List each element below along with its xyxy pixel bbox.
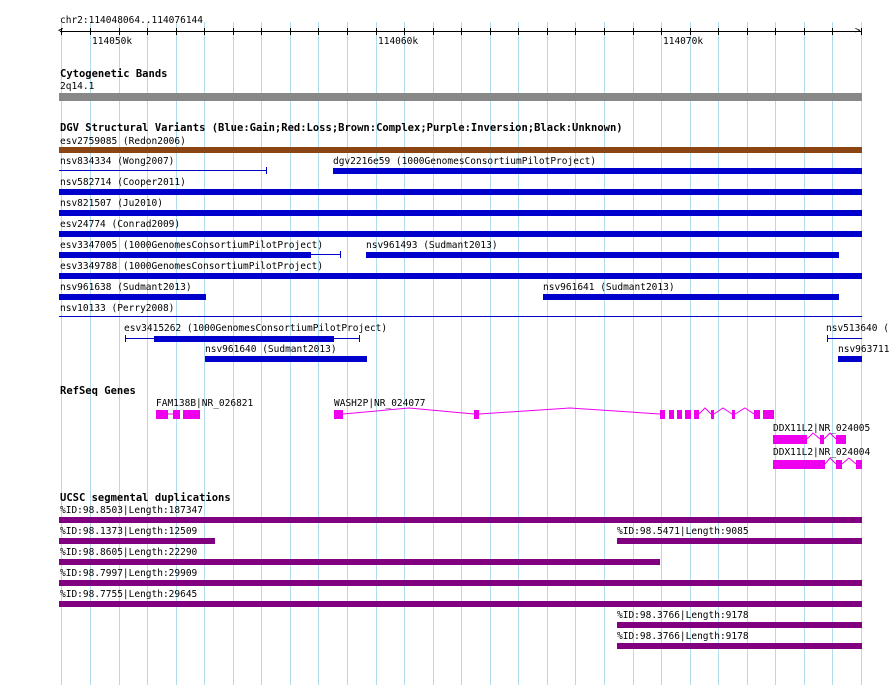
segdup-label: %ID:98.5471|Length:9085 xyxy=(617,526,749,537)
segdup-track-title[interactable]: UCSC segmental duplications xyxy=(60,492,231,504)
cytoband-label: 2q14.1 xyxy=(60,81,95,92)
ruler-tick-label: 114060k xyxy=(378,36,419,47)
segdup-bar[interactable] xyxy=(59,580,862,586)
gene-label: FAM138B|NR_026821 xyxy=(156,398,254,409)
variant-label: nsv961638 (Sudmant2013) xyxy=(60,282,192,293)
variant-label: nsv961640 (Sudmant2013) xyxy=(205,344,337,355)
segdup-bar[interactable] xyxy=(617,643,862,649)
segdup-bar[interactable] xyxy=(59,559,660,565)
gene-model-ddx11l2-nr024005[interactable] xyxy=(773,433,846,444)
gene-model-fam138b[interactable] xyxy=(156,410,200,419)
ruler-position-label: chr2:114048064..114076144 xyxy=(60,15,203,26)
variant-label: dgv2216e59 (1000GenomesConsortiumPilotProject) xyxy=(333,156,597,167)
variant-label: esv24774 (Conrad2009) xyxy=(60,219,181,230)
segdup-bar[interactable] xyxy=(59,601,862,607)
variant-label: esv2759085 (Redon2006) xyxy=(60,136,186,147)
ruler-tick-label: 114050k xyxy=(92,36,133,47)
ruler-right-arrow: > xyxy=(855,26,861,36)
gene-model-ddx11l2-nr024004[interactable] xyxy=(773,458,862,469)
gene-label: DDX11L2|NR_024004 xyxy=(773,447,871,458)
segdup-label: %ID:98.3766|Length:9178 xyxy=(617,631,749,642)
segdup-label: %ID:98.8503|Length:187347 xyxy=(60,505,203,516)
variant-label: nsv961493 (Sudmant2013) xyxy=(366,240,498,251)
gene-model-wash2p[interactable] xyxy=(334,408,774,419)
ruler-left-arrow: < xyxy=(58,26,64,36)
variant-label: esv3415262 (1000GenomesConsortiumPilotProject) xyxy=(124,323,388,334)
segdup-bar[interactable] xyxy=(59,517,862,523)
cytoband-track-title[interactable]: Cytogenetic Bands xyxy=(60,68,168,80)
dgv-track-title[interactable]: DGV Structural Variants (Blue:Gain;Red:Loss;Brown:Complex;Purple:Inversion;Black:Unknown) xyxy=(60,122,623,134)
segdup-bar[interactable] xyxy=(59,538,215,544)
variant-label: esv3349788 (1000GenomesConsortiumPilotProject) xyxy=(60,261,324,272)
segdup-bar[interactable] xyxy=(617,622,862,628)
segdup-label: %ID:98.8605|Length:22290 xyxy=(60,547,198,558)
segdup-bar[interactable] xyxy=(617,538,862,544)
variant-label: esv3347005 (1000GenomesConsortiumPilotProject) xyxy=(60,240,324,251)
variant-label: nsv961641 (Sudmant2013) xyxy=(543,282,675,293)
segdup-label: %ID:98.1373|Length:12509 xyxy=(60,526,198,537)
gene-label: WASH2P|NR_024077 xyxy=(334,398,426,409)
variant-label: nsv963711 xyxy=(838,344,890,355)
variant-label: nsv10133 (Perry2008) xyxy=(60,303,175,314)
variant-label: nsv821507 (Ju2010) xyxy=(60,198,163,209)
refseq-track-title[interactable]: RefSeq Genes xyxy=(60,385,136,397)
gene-label: DDX11L2|NR_024005 xyxy=(773,423,871,434)
segdup-label: %ID:98.7755|Length:29645 xyxy=(60,589,198,600)
segdup-label: %ID:98.3766|Length:9178 xyxy=(617,610,749,621)
ruler-tick-label: 114070k xyxy=(663,36,704,47)
segdup-label: %ID:98.7997|Length:29909 xyxy=(60,568,198,579)
variant-label: nsv582714 (Cooper2011) xyxy=(60,177,186,188)
variant-label: nsv834334 (Wong2007) xyxy=(60,156,175,167)
variant-label: nsv513640 ( xyxy=(826,323,889,334)
